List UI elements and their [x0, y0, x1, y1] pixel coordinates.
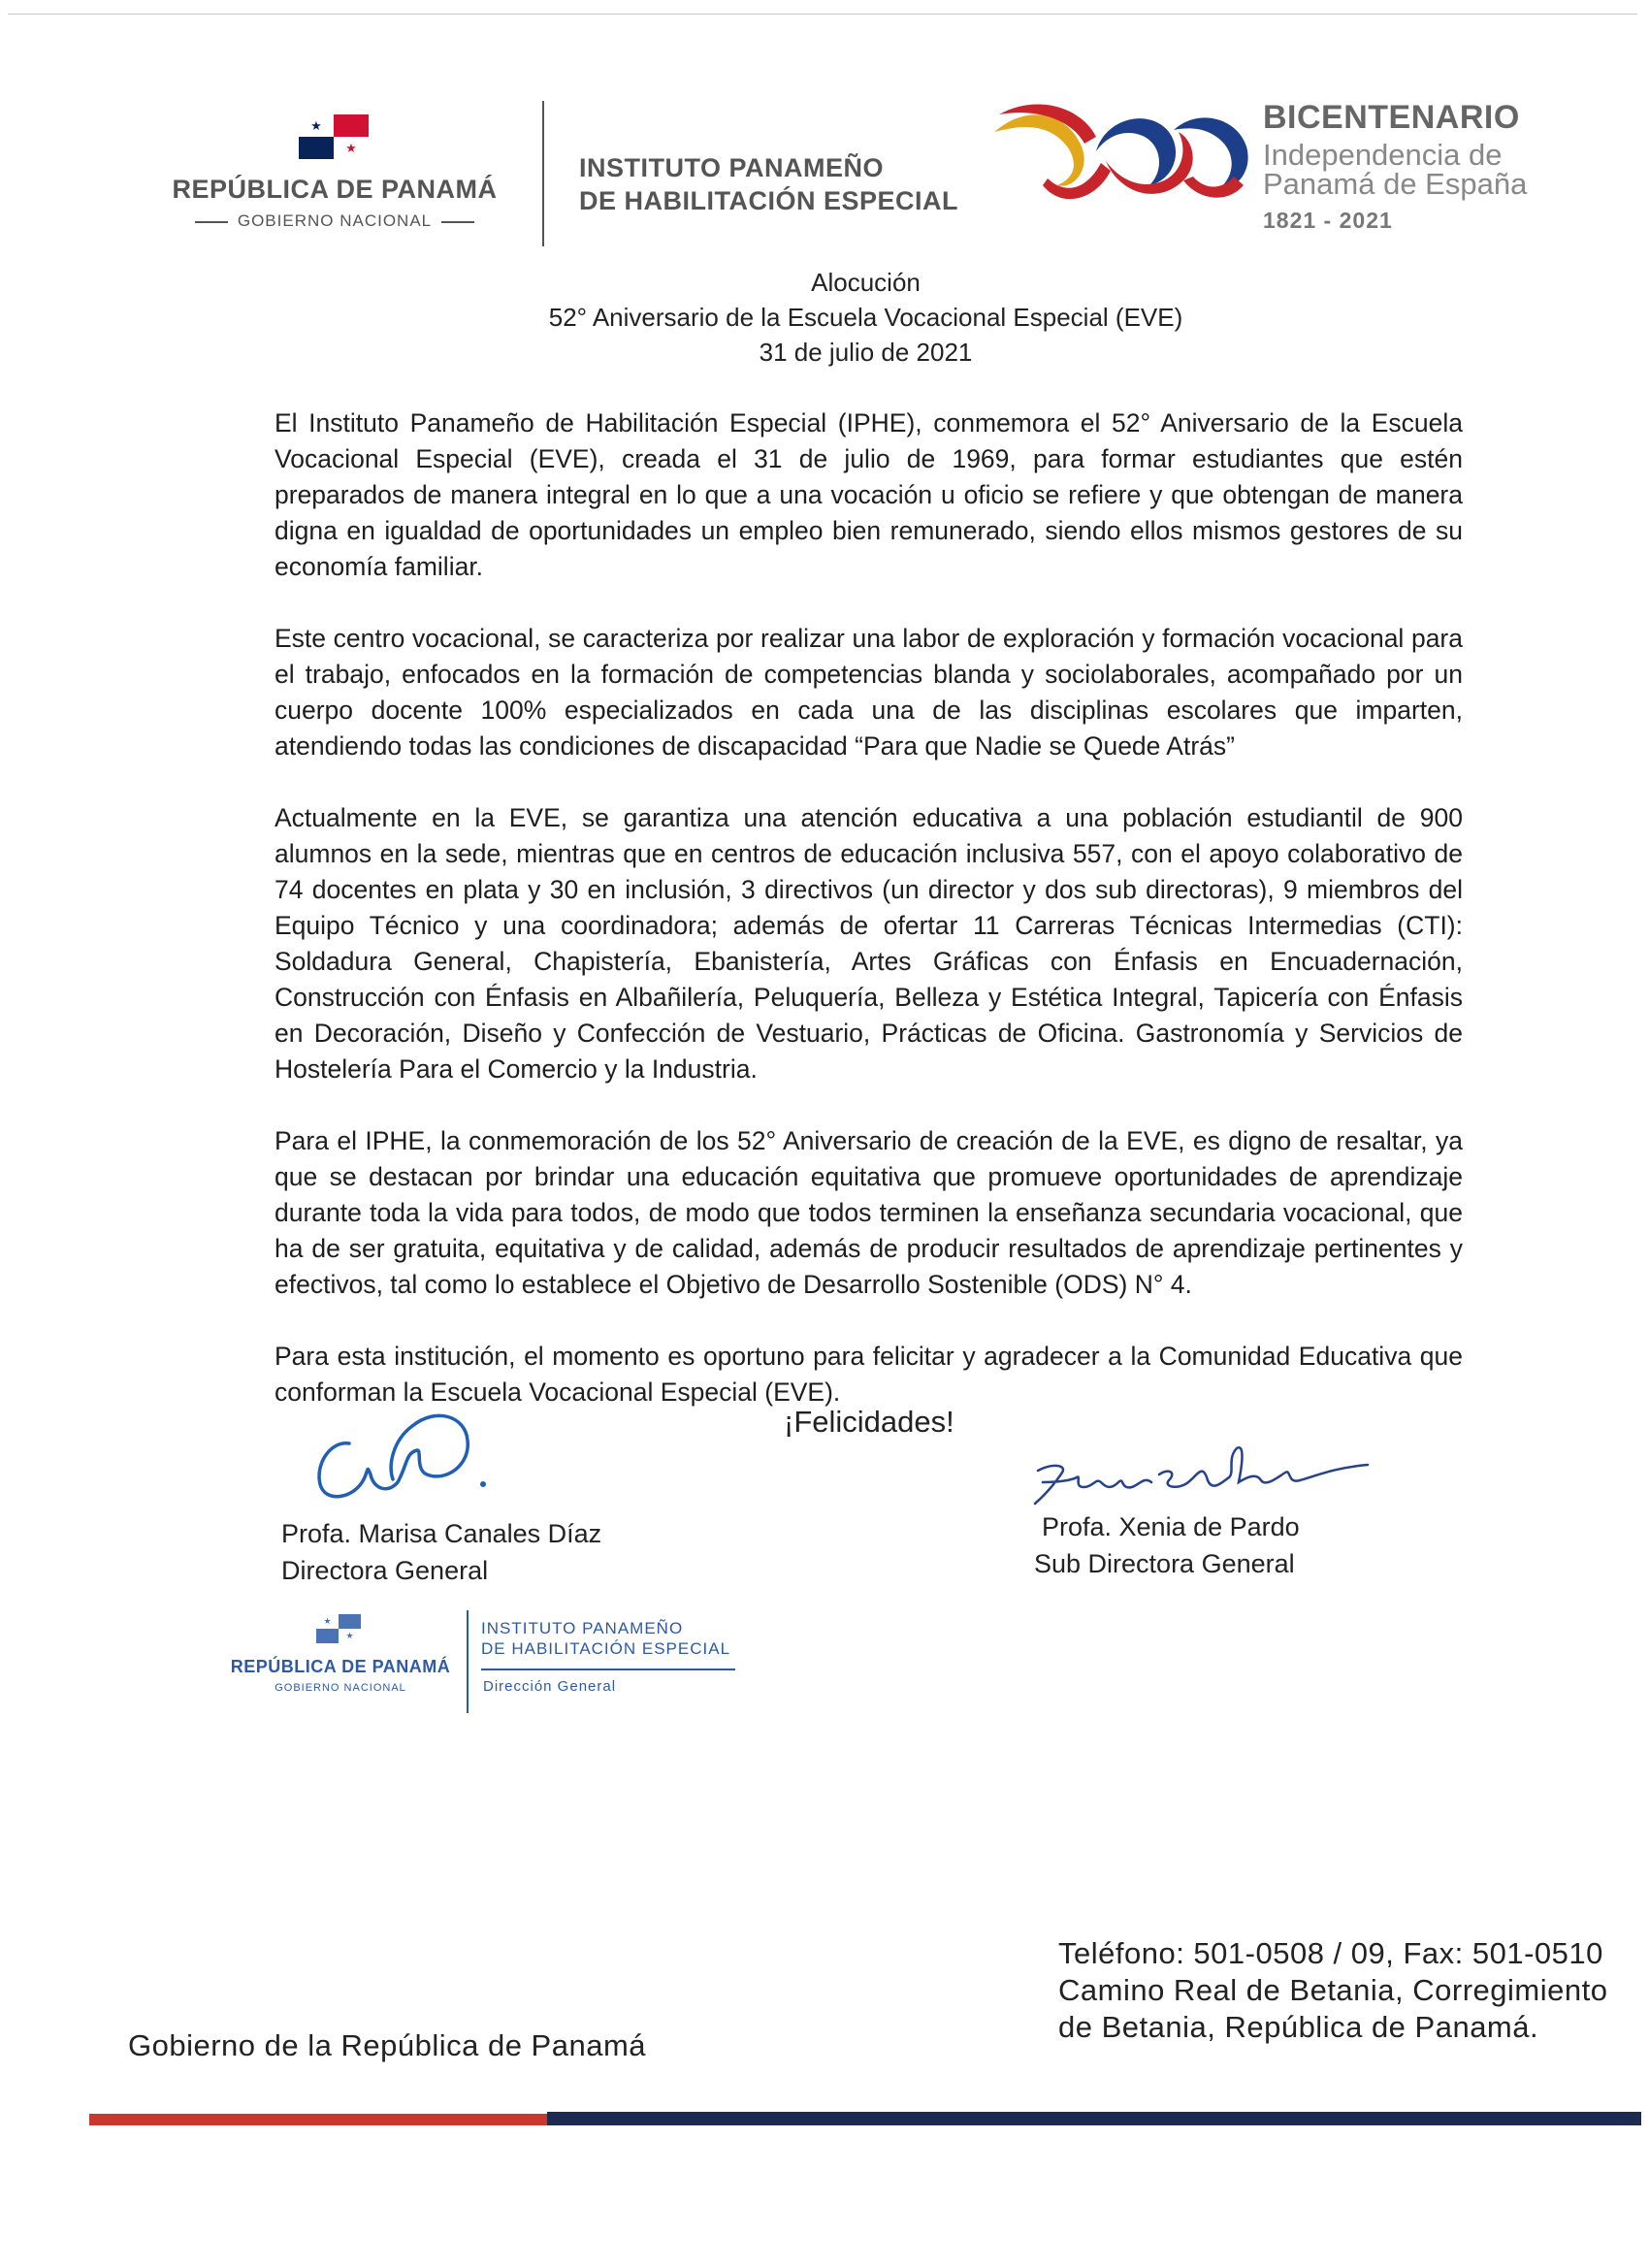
- footer-address-2: de Betania, República de Panamá.: [1058, 2010, 1539, 2044]
- footer-phone: Teléfono: 501-0508 / 09, Fax: 501-0510: [1058, 1936, 1603, 1970]
- official-stamp: [219, 1603, 762, 1719]
- document-date: 31 de julio de 2021: [759, 338, 973, 367]
- government-subtitle: GOBIERNO NACIONAL: [146, 211, 524, 231]
- document-subtitle: 52° Aniversario de la Escuela Vocacional Especial (EVE): [548, 303, 1183, 332]
- stamp-rule: [481, 1669, 735, 1670]
- letter-body: [275, 405, 1463, 1446]
- paragraph-1: El Instituto Panameño de Habilitación Especial (IPHE), conmemora el 52° Aniversario de la Escuela Vocacional Especial (EVE), creada el 31 de julio de 1969, para formar estudiantes que estén preparados de manera integral en lo que a una vocación u oficio se refiere y que obtengan de manera digna en igualdad de oportunidades un empleo bien remunerado, siendo ellos mismos gestores de su economía familiar.: [275, 408, 1463, 581]
- bicentenario-years: 1821 - 2021: [1263, 208, 1393, 233]
- paragraph-5: Para esta institución, el momento es oportuno para felicitar y agradecer a la Comunidad Educativa que conforman la Escuela Vocacional Especial (EVE).: [275, 1342, 1463, 1407]
- bicentenario-subtitle-1: Independencia de: [1263, 138, 1503, 172]
- stamp-divider: [467, 1610, 469, 1713]
- footer-government: Gobierno de la República de Panamá: [128, 2028, 647, 2062]
- signature-marisa: [301, 1397, 495, 1523]
- header-divider: [542, 101, 544, 246]
- panama-flag-icon: ★ ★: [299, 114, 369, 159]
- paragraph-4: Para el IPHE, la conmemoración de los 52° Aniversario de creación de la EVE, es digno de resaltar, ya que se destacan por brindar una educación equitativa que promueve oportunidades de aprendizaje durante toda la vida para todos, de modo que todos terminen la enseñanza secundaria vocacional, que ha de ser gratuita, equitativa y de calidad, además de producir resultados de aprendizaje pertinentes y efectivos, tal como lo establece el Objetivo de Desarrollo Sostenible (ODS) N° 4.: [275, 1126, 1463, 1299]
- paragraph-3: Actualmente en la EVE, se garantiza una atención educativa a una población estudiantil de 900 alumnos en la sede, mientras que en centros de educación inclusiva 557, con el apoyo colaborativo de 74 docentes en plata y 30 en inclusión, 3 directivos (un director y dos sub directoras), 9 miembros del Equipo Técnico y una coordinadora; además de ofertar 11 Carreras Técnicas Intermedias (CTI): Soldadura General, Chapistería, Ebanistería, Artes Gráficas con Énfasis en Encuadernación, Construcción con Énfasis en Albañilería, Peluquería, Belleza y Estética Integral, Tapicería con Énfasis en Decoración, Diseño y Confección de Vestuario, Prácticas de Oficina. Gastronomía y Servicios de Hostelería Para el Comercio y la Industria.: [275, 803, 1463, 1084]
- document-title: Alocución: [811, 268, 921, 297]
- institute-name: INSTITUTO PANAMEÑO DE HABILITACIÓN ESPECIAL: [579, 153, 959, 215]
- signatory-right-name: Profa. Xenia de Pardo: [1042, 1512, 1300, 1541]
- stamp-direction: Dirección General: [483, 1678, 617, 1695]
- government-name: REPÚBLICA DE PANAMÁ: [172, 175, 498, 204]
- top-rule: [8, 14, 1637, 15]
- stamp-government-subtitle: GOBIERNO NACIONAL: [275, 1682, 406, 1694]
- footer-color-bar: [89, 2112, 1641, 2125]
- bicentenario-subtitle-2: Panamá de España: [1263, 167, 1528, 201]
- stamp-government-name: REPÚBLICA DE PANAMÁ: [230, 1657, 451, 1676]
- signatory-right-position: Sub Directora General: [1034, 1549, 1295, 1578]
- footer-contact: [1058, 1935, 1607, 2046]
- paragraph-2: Este centro vocacional, se caracteriza por realizar una labor de exploración y formación vocacional para el trabajo, enfocados en la formación de competencias blanda y sociolaborales, acompañado por un cuerpo docente 100% especializados en cada una de las disciplinas escolares que imparten, atendiendo todas las condiciones de discapacidad “Para que Nadie se Quede Atrás”: [275, 624, 1463, 761]
- stamp-flag-icon: ★ ★: [316, 1614, 361, 1643]
- bicentenario-ribbon-icon: [989, 93, 1261, 219]
- closing-greeting: ¡Felicidades!: [784, 1405, 954, 1439]
- signatory-left-position: Directora General: [281, 1556, 489, 1585]
- bicentenario-title: BICENTENARIO: [1263, 99, 1520, 136]
- stamp-institute-name: INSTITUTO PANAMEÑO DE HABILITACIÓN ESPECIAL: [481, 1619, 731, 1658]
- footer-address-1: Camino Real de Betania, Corregimiento: [1058, 1973, 1608, 2007]
- signatory-left-name: Profa. Marisa Canales Díaz: [281, 1519, 602, 1548]
